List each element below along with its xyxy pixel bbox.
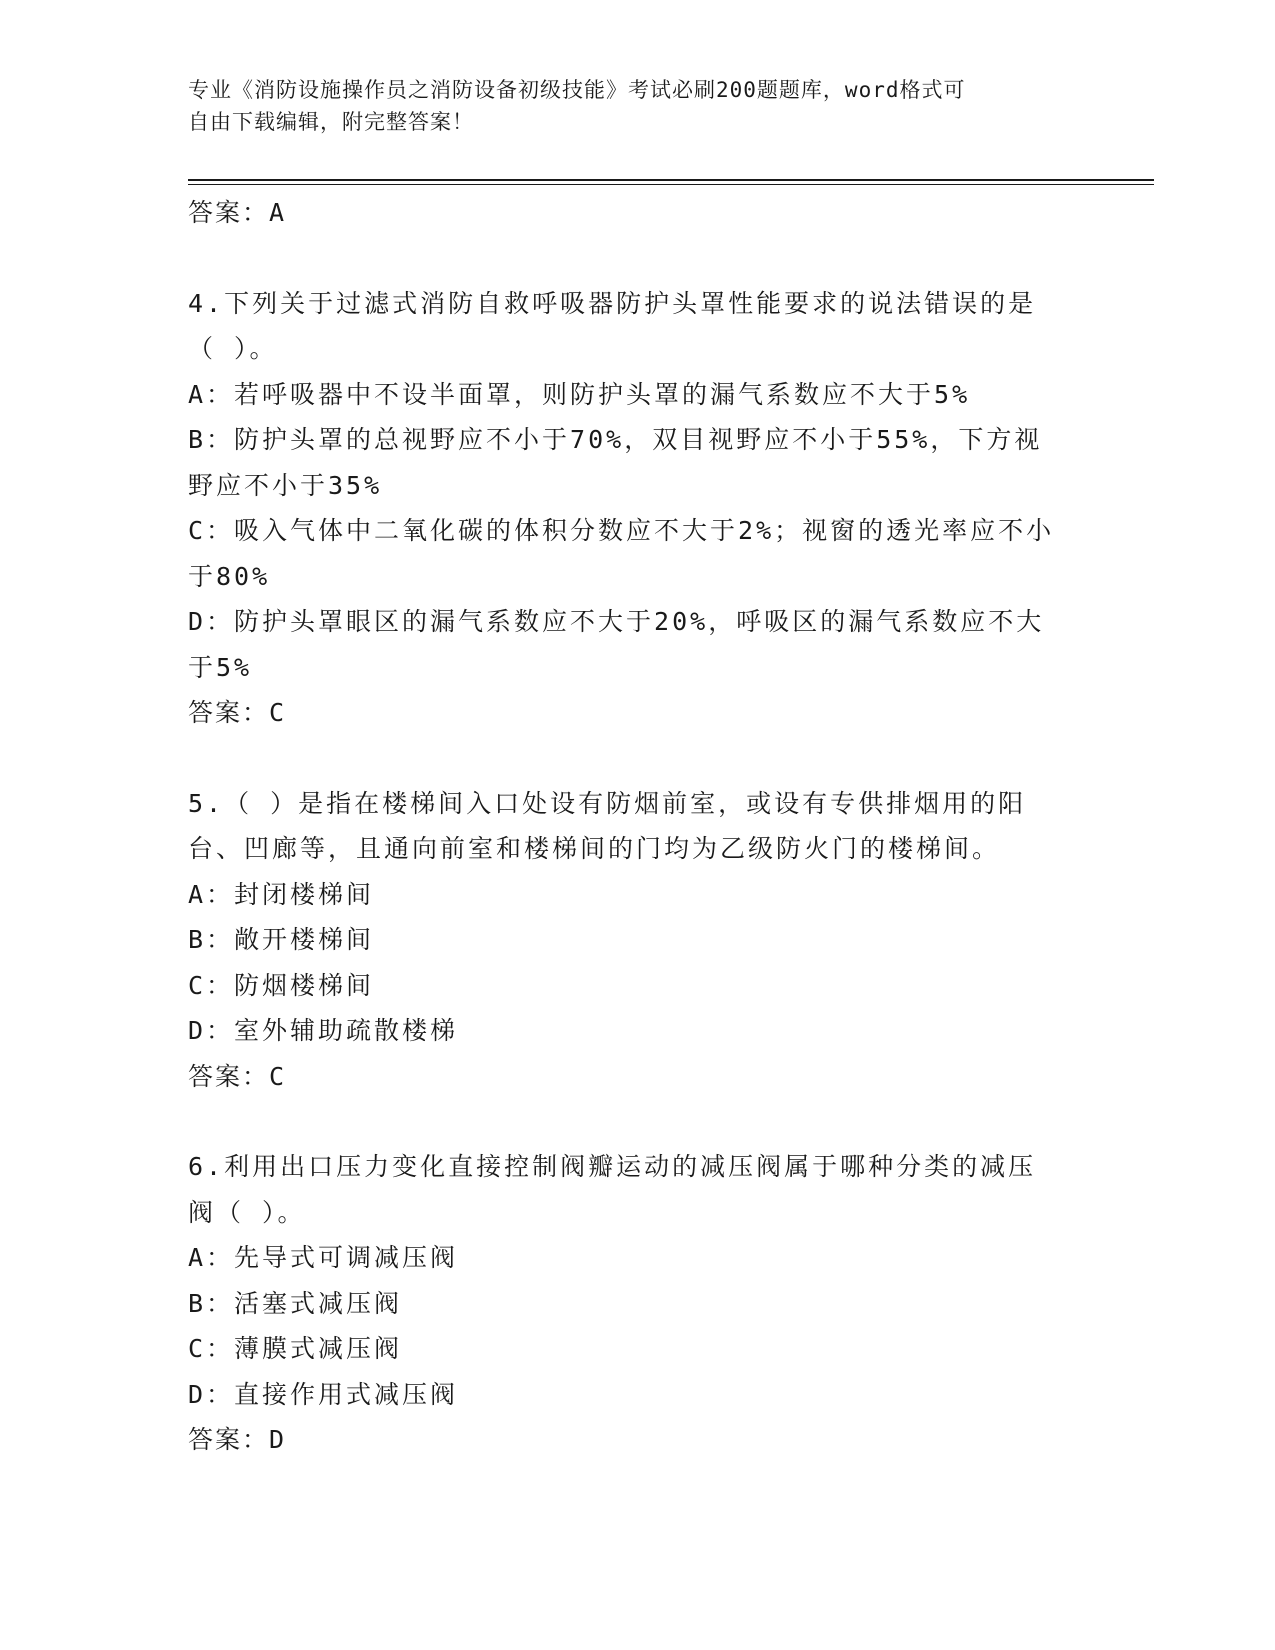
question-4 (188, 281, 1068, 736)
header-line-1: 专业《消防设施操作员之消防设备初级技能》考试必刷200题题库，word格式可 (188, 78, 966, 102)
option-c-cont: 于80% (188, 561, 271, 591)
question-text-line: 台、凹廊等，且通向前室和楼梯间的门均为乙级防火门的楼梯间。 (188, 834, 1001, 863)
question-answer (188, 1417, 1068, 1463)
answer-label: 答案： (188, 1425, 270, 1454)
option-b: B：防护头罩的总视野应不小于70%，双目视野应不小于55%，下方视 (188, 425, 1043, 454)
option-b: B：敞开楼梯间 (188, 925, 375, 954)
answer-label: 答案： (188, 198, 270, 227)
option-a: A：先导式可调减压阀 (188, 1243, 459, 1272)
question-5 (188, 781, 1068, 1100)
spacer (188, 736, 1068, 781)
answer-label: 答案： (188, 698, 270, 727)
option-c: C：防烟楼梯间 (188, 970, 375, 1000)
option-c: C：薄膜式减压阀 (188, 1334, 403, 1363)
question-text-line: （ ）。 (188, 334, 278, 363)
spacer (188, 1099, 1068, 1144)
option-d: D：直接作用式减压阀 (188, 1379, 459, 1409)
option-b-cont: 野应不小于35% (188, 470, 383, 500)
question-text-line: 5.（ ）是指在楼梯间入口处设有防烟前室，或设有专供排烟用的阳 (188, 788, 1027, 818)
option-d: D：防护头罩眼区的漏气系数应不大于20%，呼吸区的漏气系数应不大 (188, 607, 1045, 636)
header-line-2: 自由下载编辑，附完整答案！ (188, 110, 474, 134)
option-d: D：室外辅助疏散楼梯 (188, 1016, 459, 1045)
answer-value: C (269, 1061, 287, 1091)
answer-value: A (269, 198, 287, 227)
header-divider-thin (188, 184, 1154, 185)
question-text-line: 阀（ ）。 (188, 1197, 306, 1227)
previous-answer (188, 190, 1068, 236)
option-d-cont: 于5% (188, 652, 253, 682)
answer-value: C (269, 698, 287, 727)
question-text-line: 6.利用出口压力变化直接控制阀瓣运动的减压阀属于哪种分类的减压 (188, 1152, 1037, 1181)
question-answer (188, 690, 1068, 736)
header-divider-thick (188, 179, 1154, 181)
question-list (188, 190, 1068, 1463)
option-b: B：活塞式减压阀 (188, 1288, 403, 1318)
question-text-line: 4.下列关于过滤式消防自救呼吸器防护头罩性能要求的说法错误的是 (188, 288, 1037, 318)
option-a: A：封闭楼梯间 (188, 879, 375, 909)
answer-value: D (269, 1425, 287, 1454)
question-answer (188, 1054, 1068, 1100)
option-a: A：若呼吸器中不设半面罩，则防护头罩的漏气系数应不大于5% (188, 379, 971, 409)
answer-label: 答案： (188, 1061, 270, 1091)
document-header (188, 74, 1068, 138)
spacer (188, 236, 1068, 281)
question-6 (188, 1144, 1068, 1463)
option-c: C：吸入气体中二氧化碳的体积分数应不大于2%；视窗的透光率应不小 (188, 516, 1055, 545)
